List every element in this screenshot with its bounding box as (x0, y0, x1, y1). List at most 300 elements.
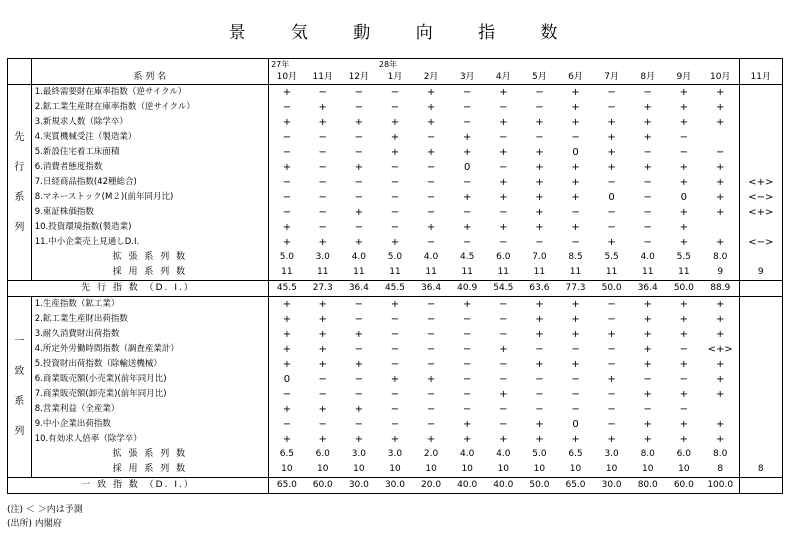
year-cell (739, 59, 782, 71)
signal-cell: + (716, 419, 725, 430)
di-value: 30.0 (377, 478, 413, 494)
coincident-series-name: 2.鉱工業生産財出荷指数 (31, 312, 268, 327)
signal-cell: + (535, 222, 544, 233)
signal-cell: + (643, 314, 652, 325)
year-cell (666, 59, 702, 71)
signal-cell (702, 402, 739, 417)
adopted-value: 10 (377, 462, 413, 478)
signal-cell: + (426, 434, 436, 445)
signal-cell: − (535, 374, 544, 385)
di-value: 36.4 (413, 281, 449, 297)
di-value: 63.6 (521, 281, 557, 297)
signal-cell: + (462, 419, 472, 430)
signal-cell: + (426, 222, 436, 233)
signal-cell: + (607, 237, 616, 248)
group-char: 系 (14, 396, 25, 407)
expanded-value: 3.0 (604, 449, 619, 459)
di-value: 40.0 (449, 478, 485, 494)
signal-cell: − (269, 190, 305, 205)
month-header: 4月 (485, 70, 521, 85)
group-char: 一 (14, 336, 25, 347)
signal-cell: − (643, 177, 652, 188)
di-value: 80.0 (630, 478, 666, 494)
signal-cell: − (571, 404, 580, 415)
signal-cell: + (269, 432, 305, 447)
signal-cell: − (643, 374, 652, 385)
signal-cell: − (354, 132, 364, 143)
signal-cell: + (535, 359, 544, 370)
signal-cell: + (269, 85, 305, 101)
di-value: 50.0 (666, 281, 702, 297)
signal-cell: − (426, 237, 436, 248)
coincident-di-label: 一 致 指 数 （D. I.） (8, 478, 269, 494)
signal-cell: + (643, 389, 652, 400)
group-char: 列 (14, 221, 25, 233)
signal-cell: + (571, 222, 580, 233)
signal-cell: + (269, 402, 305, 417)
signal-cell: − (462, 314, 472, 325)
group-char: 系 (14, 191, 25, 203)
signal-cell: + (535, 299, 544, 310)
signal-cell: − (354, 222, 364, 233)
adopted-value: 10 (269, 462, 305, 478)
signal-cell: − (499, 102, 508, 113)
expanded-value: 4.0 (423, 252, 439, 262)
signal-cell: − (607, 419, 616, 430)
signal-cell: + (426, 374, 436, 385)
di-value: 45.5 (377, 281, 413, 297)
adopted-label: 採 用 系 列 数 (31, 265, 268, 281)
signal-cell: − (390, 177, 400, 188)
signal-cell: − (318, 389, 327, 400)
expanded-value: 4.5 (460, 252, 475, 262)
signal-cell: − (354, 147, 364, 158)
di-value: 20.0 (413, 478, 449, 494)
di-value: 40.9 (449, 281, 485, 297)
expanded-value: 5.5 (604, 252, 619, 262)
signal-cell: − (426, 299, 436, 310)
signal-cell: − (390, 419, 400, 430)
adopted-value: 9 (702, 265, 739, 281)
signal-cell: − (607, 102, 616, 113)
di-table (7, 58, 783, 494)
adopted-value: 10 (666, 462, 702, 478)
signal-cell: + (716, 192, 725, 203)
signal-cell: + (716, 102, 725, 113)
coincident-row (8, 357, 783, 372)
leading-row (8, 130, 783, 145)
signal-cell: + (462, 299, 472, 310)
expanded-value: 5.0 (269, 250, 305, 265)
signal-cell: − (426, 314, 436, 325)
signal-cell: − (426, 329, 436, 340)
signal-cell: + (679, 299, 689, 310)
coincident-series-name: 9.中小企業出荷指数 (31, 417, 268, 432)
signal-cell: − (607, 389, 616, 400)
expanded-value: 8.0 (713, 449, 728, 459)
signal-cell: + (571, 359, 580, 370)
coincident-row (8, 327, 783, 342)
signal-cell: + (643, 329, 652, 340)
signal-cell: − (499, 132, 508, 143)
expanded-value (739, 250, 782, 265)
adopted-value: 10 (521, 462, 557, 478)
signal-cell: − (571, 237, 580, 248)
signal-cell: + (571, 102, 580, 113)
month-header: 7月 (594, 70, 630, 85)
page-title: 景 気 動 向 指 数 (228, 23, 578, 43)
signal-cell: − (318, 147, 327, 158)
expanded-value: 5.0 (532, 449, 547, 459)
signal-cell: − (535, 389, 544, 400)
adopted-value: 11 (413, 265, 449, 281)
coincident-row (8, 372, 783, 387)
signal-cell: + (462, 192, 472, 203)
coincident-row (8, 342, 783, 357)
signal-cell: + (269, 220, 305, 235)
signal-cell: + (499, 117, 508, 128)
signal-cell: − (462, 207, 472, 218)
leading-row (8, 115, 783, 130)
signal-cell: − (426, 389, 436, 400)
year-label-27: 27年 (269, 59, 305, 71)
signal-cell: − (354, 87, 364, 98)
signal-cell: <+> (707, 344, 733, 355)
signal-cell: + (643, 419, 652, 430)
di-value: 65.0 (269, 478, 305, 494)
signal-cell: + (318, 434, 327, 445)
signal-cell (739, 387, 782, 402)
di-value (739, 478, 782, 494)
signal-cell: − (426, 344, 436, 355)
signal-cell: − (318, 207, 327, 218)
adopted-value: 10 (557, 462, 593, 478)
signal-cell: + (535, 162, 544, 173)
adopted-label: 採 用 系 列 数 (31, 462, 268, 478)
signal-cell: − (499, 419, 508, 430)
signal-cell: − (354, 389, 364, 400)
signal-cell: + (390, 237, 400, 248)
signal-cell: + (535, 192, 544, 203)
note-source: (出所) 内閣府 (7, 519, 62, 529)
signal-cell: − (571, 344, 580, 355)
signal-cell: + (269, 235, 305, 250)
year-cell (702, 59, 739, 71)
signal-cell: + (643, 102, 652, 113)
signal-cell: + (390, 147, 400, 158)
signal-cell: + (607, 132, 616, 143)
year-cell (449, 59, 485, 71)
signal-cell: + (643, 117, 652, 128)
di-value: 36.4 (630, 281, 666, 297)
signal-cell: + (643, 359, 652, 370)
signal-cell: − (426, 207, 436, 218)
signal-cell: − (607, 314, 616, 325)
signal-cell: + (318, 344, 327, 355)
adopted-value: 11 (377, 265, 413, 281)
signal-cell: − (571, 374, 580, 385)
expanded-value: 5.5 (676, 252, 691, 262)
signal-cell (739, 372, 782, 387)
signal-cell: + (354, 162, 364, 173)
adopted-value: 11 (341, 265, 377, 281)
expanded-value: 3.0 (351, 449, 367, 459)
signal-cell: − (535, 102, 544, 113)
signal-cell: + (354, 359, 364, 370)
signal-cell: + (643, 344, 652, 355)
signal-cell: − (499, 162, 508, 173)
signal-cell (702, 220, 739, 235)
leading-row (8, 220, 783, 235)
signal-cell: + (354, 207, 364, 218)
signal-cell: − (643, 147, 652, 158)
signal-cell: − (426, 162, 436, 173)
signal-cell: − (462, 359, 472, 370)
adopted-value: 11 (594, 265, 630, 281)
expanded-value: 6.0 (496, 252, 511, 262)
signal-cell: + (354, 237, 364, 248)
signal-cell: + (499, 192, 508, 203)
signal-cell: + (318, 299, 327, 310)
year-cell (485, 59, 521, 71)
signal-cell: − (390, 329, 400, 340)
expanded-value: 3.0 (315, 252, 330, 262)
signal-cell (739, 220, 782, 235)
signal-cell: − (535, 237, 544, 248)
coincident-row (8, 417, 783, 432)
adopted-value: 10 (630, 462, 666, 478)
signal-cell: + (716, 389, 725, 400)
coincident-series-name: 8.営業利益（全産業） (31, 402, 268, 417)
coincident-series-name: 10.有効求人倍率（除学卒） (31, 432, 268, 447)
expanded-value: 8.0 (640, 449, 655, 459)
signal-cell: − (269, 175, 305, 190)
signal-cell: + (716, 329, 725, 340)
signal-cell: − (390, 314, 400, 325)
signal-cell: + (535, 207, 544, 218)
adopted-value: 10 (449, 462, 485, 478)
signal-cell: − (426, 404, 436, 415)
signal-cell: <−> (739, 190, 782, 205)
signal-cell: + (607, 374, 616, 385)
signal-cell: + (716, 162, 725, 173)
leading-series-name: 9.東証株価指数 (31, 205, 268, 220)
leading-group-label (8, 85, 32, 281)
adopted-value: 11 (305, 265, 341, 281)
signal-cell: + (426, 87, 436, 98)
signal-cell: + (716, 299, 725, 310)
year-cell (305, 59, 341, 71)
signal-cell: + (679, 222, 689, 233)
signal-cell: + (571, 329, 580, 340)
signal-cell: 0 (572, 419, 579, 430)
leading-series-name: 10.投資環境指数(製造業) (31, 220, 268, 235)
signal-cell: 0 (572, 147, 579, 158)
coincident-group-label (8, 297, 32, 478)
month-header: 9月 (666, 70, 702, 85)
signal-cell: − (354, 192, 364, 203)
signal-cell: + (643, 434, 652, 445)
signal-cell: + (499, 344, 508, 355)
signal-cell: + (535, 314, 544, 325)
signal-cell: + (679, 162, 689, 173)
signal-cell: + (607, 117, 616, 128)
signal-cell: + (535, 147, 544, 158)
leading-series-name: 4.実質機械受注（製造業） (31, 130, 268, 145)
signal-cell: − (462, 117, 472, 128)
di-value: 54.5 (485, 281, 521, 297)
signal-cell: + (716, 117, 725, 128)
signal-cell: + (716, 314, 725, 325)
coincident-row (8, 432, 783, 447)
signal-cell: − (462, 177, 472, 188)
signal-cell: − (535, 87, 544, 98)
signal-cell: + (354, 117, 364, 128)
signal-cell: <+> (739, 205, 782, 220)
month-header: 6月 (557, 70, 593, 85)
adopted-value: 8 (739, 462, 782, 478)
header-blank (31, 59, 268, 71)
signal-cell: + (462, 434, 472, 445)
coincident-series-name: 3.耐久消費財出荷指数 (31, 327, 268, 342)
month-header: 8月 (630, 70, 666, 85)
year-cell (521, 59, 557, 71)
signal-cell: − (318, 222, 327, 233)
signal-cell: − (462, 329, 472, 340)
month-header: 12月 (341, 70, 377, 85)
expanded-value: 6.5 (568, 449, 583, 459)
di-value: 100.0 (702, 478, 739, 494)
adopted-value: 10 (305, 462, 341, 478)
expanded-value: 6.0 (315, 449, 330, 459)
signal-cell: − (535, 344, 544, 355)
expanded-value (739, 447, 782, 462)
signal-cell: − (390, 192, 400, 203)
signal-cell: − (462, 344, 472, 355)
signal-cell: − (535, 404, 544, 415)
di-value: 36.4 (341, 281, 377, 297)
signal-cell: − (462, 87, 472, 98)
coincident-series-name: 4.所定外労働時間指数（調査産業計） (31, 342, 268, 357)
signal-cell: + (354, 434, 364, 445)
signal-cell: − (426, 419, 436, 430)
signal-cell (739, 357, 782, 372)
expanded-value: 4.0 (351, 252, 367, 262)
leading-row (8, 85, 783, 101)
signal-cell: + (607, 329, 616, 340)
signal-cell: − (607, 177, 616, 188)
signal-cell: − (462, 237, 472, 248)
signal-cell: + (499, 147, 508, 158)
signal-cell: + (679, 359, 689, 370)
signal-cell: + (390, 117, 400, 128)
signal-cell: − (499, 329, 508, 340)
signal-cell: + (499, 87, 508, 98)
di-value: 45.5 (269, 281, 305, 297)
signal-cell: + (643, 132, 652, 143)
leading-series-name: 7.日経商品指数(42種総合) (31, 175, 268, 190)
signal-cell: − (426, 132, 436, 143)
signal-cell: + (462, 222, 472, 233)
signal-cell: + (462, 132, 472, 143)
signal-cell: 0 (680, 192, 688, 203)
adopted-value: 10 (413, 462, 449, 478)
leading-series-name: 8.マネーストック(M２)(前年同月比) (31, 190, 268, 205)
signal-cell: − (269, 417, 305, 432)
expanded-label: 拡 張 系 列 数 (31, 250, 268, 265)
signal-cell: − (269, 100, 305, 115)
adopted-value: 8 (702, 462, 739, 478)
signal-cell (702, 130, 739, 145)
signal-cell: + (390, 434, 400, 445)
leading-row (8, 160, 783, 175)
signal-cell: − (679, 404, 689, 415)
coincident-series-name: 6.商業販売額(小売業)(前年同月比) (31, 372, 268, 387)
signal-cell: <+> (739, 175, 782, 190)
signal-cell: − (607, 359, 616, 370)
signal-cell (739, 402, 782, 417)
signal-cell: − (318, 192, 327, 203)
signal-cell: − (462, 389, 472, 400)
signal-cell: + (269, 327, 305, 342)
di-value: 60.0 (305, 478, 341, 494)
signal-cell: + (571, 299, 580, 310)
group-char: 列 (14, 426, 25, 437)
leading-row (8, 175, 783, 190)
signal-cell: − (269, 205, 305, 220)
signal-cell: + (716, 87, 725, 98)
year-label-28: 28年 (377, 59, 413, 71)
adopted-value: 11 (557, 265, 593, 281)
signal-cell: + (318, 314, 327, 325)
signal-cell: + (679, 87, 689, 98)
signal-cell: + (269, 297, 305, 313)
adopted-value: 9 (739, 265, 782, 281)
leading-row (8, 145, 783, 160)
signal-cell: − (318, 132, 327, 143)
signal-cell: − (716, 147, 725, 158)
di-value: 27.3 (305, 281, 341, 297)
signal-cell: + (716, 374, 725, 385)
signal-cell (739, 312, 782, 327)
signal-cell: − (390, 389, 400, 400)
signal-cell: + (607, 162, 616, 173)
signal-cell: + (318, 237, 327, 248)
signal-cell: + (269, 160, 305, 175)
signal-cell: + (318, 329, 327, 340)
signal-cell: − (318, 374, 327, 385)
signal-cell: − (571, 207, 580, 218)
signal-cell: − (499, 374, 508, 385)
signal-cell: + (571, 87, 580, 98)
signal-cell: + (679, 207, 689, 218)
signal-cell: + (679, 237, 689, 248)
signal-cell: − (354, 374, 364, 385)
signal-cell: − (607, 344, 616, 355)
expanded-label: 拡 張 系 列 数 (31, 447, 268, 462)
signal-cell: + (318, 359, 327, 370)
signal-cell: − (390, 344, 400, 355)
signal-cell: − (354, 344, 364, 355)
note-forecast: (注) ＜ ＞内は予測 (7, 505, 83, 515)
signal-cell: − (390, 207, 400, 218)
signal-cell: − (390, 404, 400, 415)
group-char: 行 (14, 161, 25, 173)
coincident-series-name: 7.商業販売額(卸売業)(前年同月比) (31, 387, 268, 402)
signal-cell (739, 100, 782, 115)
signal-cell: − (535, 132, 544, 143)
signal-cell: + (535, 117, 544, 128)
